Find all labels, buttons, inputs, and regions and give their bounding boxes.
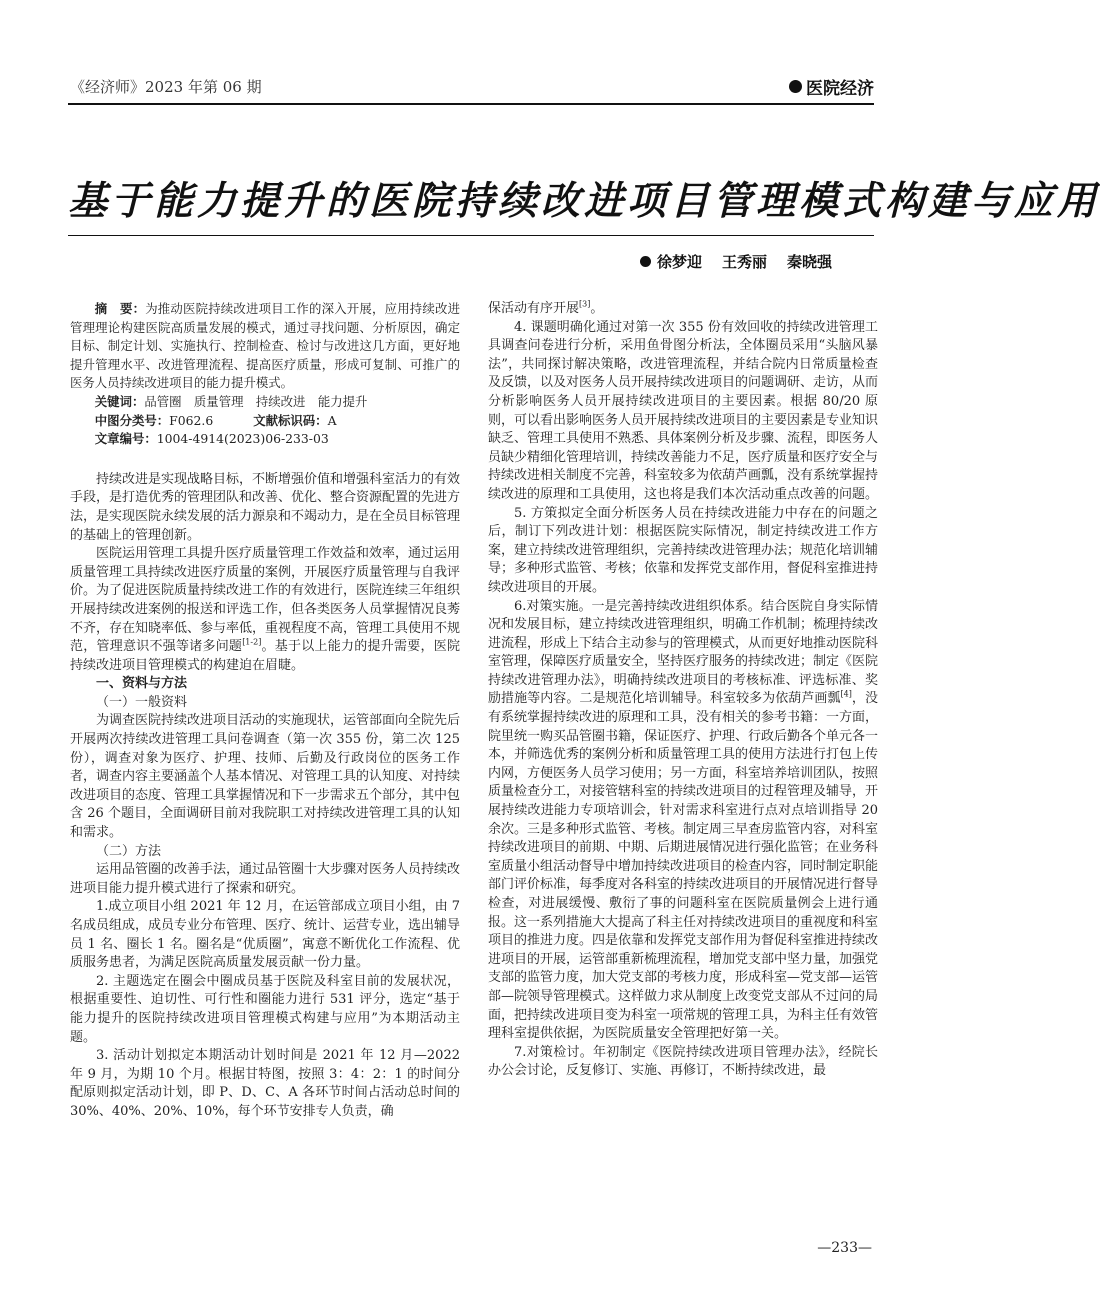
body-paragraph: 运用品管圈的改善手法，通过品管圈十大步骤对医务人员持续改进项目能力提升模式进行了探索和研究。 (70, 862, 461, 896)
subsection-heading: （一）一般资料 (96, 694, 188, 710)
body-paragraph: 5. 方策拟定全面分析医务人员在持续改进能力中存在的问题之后，制订下列改进计划：根据医院实际情况，制定持续改进工作方案，建立持续改进管理组织，完善持续改进管理办法；规范化培训辅导；多种形式监管、考核；依靠和发挥党支部作用，督促科室推进持续改进项目的开展。 (488, 505, 879, 595)
journal-issue: 《经济师》2023 年第 06 期 (70, 78, 262, 96)
body-paragraph: 7.对策检讨。年初制定《医院持续改进项目管理办法》，经院长办公会讨论，反复修订、实施、再修订，不断持续改进，最 (488, 1044, 878, 1079)
abstract-text: 为推动医院持续改进项目工作的深入开展，应用持续改进管理理论构建医院高质量发展的模式，通过寻找问题、分析原因，确定目标、制定计划、实施执行、控制检查、检讨与改进这几方面，更好地提升管理水平、改进管理流程、提高医疗质量，形成可复制、可推广的医务人员持续改进项目的能力提升模式。 (70, 301, 461, 391)
abstract-label: 摘 要： (94, 301, 146, 316)
clc-label: 中图分类号： (94, 412, 170, 428)
header-rule (68, 103, 874, 105)
body-paragraph: 为调查医院持续改进项目活动的实施现状，运管部面向全院先后开展两次持续改进管理工具问卷调查（第一次 355 份，第二次 125 份），调查对象为医疗、护理、技师、后勤及行政岗位的医务工作者，调查内容主要涵盖个人基本情况、对管理工具的认知度、对持续改进项目的态度、管理工具掌握情况和下一步需求五个部分，其中包含 26 个题目，全面调研目前对我院职工对持续改进管理工具的认知和需求。 (70, 713, 461, 841)
classification (70, 412, 460, 431)
author-name: 徐梦迎 (656, 253, 702, 271)
left-column (70, 300, 460, 1122)
paragraph-text: ，没有系统掌握持续改进的原理和工具，没有相关的参考书籍：一方面，院里统一购买品管圈书籍，保证医疗、护理、行政后勤各个单元各一本，并筛选优秀的案例分析和质量管理工具的使用方法进行打包上传内网，方便医务人员学习使用；另一方面，科室培养培训团队，按照质量检查分工，对接管辖科室的持续改进项目的过程管理及辅导，开展持续改进能力专项培训会，针对需求科室进行点对点培训指导 20 余次。三是多种形式监管、考核。制定周三早查房监管内容，对科室持续改进项目的前期、中期、后期进展情况进行强化监管；在业务科室质量小组活动督导中增加持续改进项目的检查内容，同时制定职能部门评价标准，每季度对各科室的持续改进项目的开展情况进行督导检查，对进展缓慢、敷衍了事的问题科室在医院质量例会上进行通报。这一系列措施大大提高了科主任对持续改进项目的重视度和科室项目的推进力度。四是依靠和发挥党支部作用为督促科室推进持续改进项目的开展，运管部重新梳理流程，增加党支部中坚力量，加强党支部的监管力度，加大党支部的考核力度，形成科室—党支部—运管部—院领导管理模式。这样做力求从制度上改变党支部从不过问的局面，把持续改进项目变为科室一项常规的管理工具，为科主任有效管理科室提供依据，为医院质量安全管理把好第一关。 (488, 691, 879, 1042)
abstract (70, 300, 460, 393)
author-name: 秦晓强 (786, 253, 832, 271)
right-column (488, 300, 878, 1081)
page-number: —233— (817, 1240, 872, 1256)
body-paragraph: 1.成立项目小组 2021 年 12 月，在运管部成立项目小组，由 7 名成员组成，成员专业分布管理、医疗、统计、运营专业，选出辅导员 1 名、圈长 1 名。圈名是“优质圈”，寓意不断优化工作流程、优质服务患者，为满足医院高质量发展贡献一份力量。 (70, 899, 461, 971)
clc-value: F062.6 (169, 412, 214, 428)
bullet-icon (640, 256, 651, 267)
body-paragraph: 2. 主题选定在圈会中圈成员基于医院及科室目前的发展状况，根据重要性、迫切性、可行性和圈能力进行 531 评分，选定“基于能力提升的医院持续改进项目管理模式构建与应用”为本期活动主题。 (70, 973, 460, 1045)
article-no-label: 文章编号： (94, 431, 157, 447)
article-no-value: 1004-4914(2023)06-233-03 (156, 431, 329, 447)
article-title: 基于能力提升的医院持续改进项目管理模式构建与应用 (68, 179, 1100, 224)
paragraph-text: 。 (590, 301, 604, 316)
article-number (70, 430, 460, 449)
keywords-label: 关键词： (94, 393, 145, 409)
body-paragraph (70, 545, 460, 675)
author-list (640, 251, 846, 272)
keywords-text: 品管圈 质量管理 持续改进 能力提升 (144, 393, 368, 409)
citation: [1-2] (242, 637, 262, 647)
section-heading: 一、资料与方法 (96, 676, 188, 692)
paragraph-text: 保活动有序开展 (488, 301, 580, 316)
body-paragraph: 4. 课题明确化通过对第一次 355 份有效回收的持续改进管理工具调查问卷进行分析，采用鱼骨图分析法，全体圈员采用“头脑风暴法”，共同探讨解决策略，改进管理流程，并结合院内日常质量检查及反馈，以及对医务人员开展持续改进项目的问题调研、走访，从而分析影响医务人员开展持续改进项目的主要因素。根据 80/20 原则，可以看出影响医务人员开展持续改进项目的主要因素是专业知识缺乏、管理工具使用不熟悉、具体案例分析及步骤、流程，即医务人员缺少精细化管理培训，持续改善能力不足，医疗质量和医疗安全与持续改进相关制度不完善，科室较多为依葫芦画瓢，没有系统掌握持续改进的原理和工具使用，这也将是我们本次活动重点改善的问题。 (488, 319, 879, 502)
paragraph-text: 。基于以上能力的提升需要，医院持续改进项目管理模式的构建迫在眉睫。 (70, 639, 460, 673)
doc-code-label: 文献标识码： (253, 412, 328, 428)
doc-code-value: A (327, 412, 337, 428)
section-name: 医院经济 (806, 79, 874, 99)
body-paragraph (488, 598, 878, 1044)
author-name: 王秀丽 (721, 253, 767, 271)
body-paragraph (488, 300, 878, 319)
subsection-heading: （二）方法 (96, 843, 162, 859)
paragraph-text: 医院运用管理工具提升医疗质量管理工作效益和效率，通过运用质量管理工具持续改进医疗质量的案例，开展医疗质量管理与自我评价。为了促进医院质量持续改进工作的有效进行，医院连续三年组织开展持续改进案例的报送和评选工作，但各类医务人员掌握情况良莠不齐，存在知晓率低、参与率低，重视程度不高，管理工具使用不规范，管理意识不强等诸多问题 (70, 546, 461, 655)
body-paragraph: 3. 活动计划拟定本期活动计划时间是 2021 年 12 月—2022 年 9 月，为期 10 个月。根据甘特图，按照 3：4：2：1 的时间分配原则拟定活动计划，即 P、D、C、A 各环节时间占活动总时间的 30%、40%、20%、10%，每个环节安排专人负责，确 (70, 1048, 460, 1119)
title-rule (68, 235, 874, 236)
bullet-icon (789, 80, 802, 93)
citation: [3] (579, 299, 591, 309)
keywords (70, 393, 460, 412)
body-paragraph: 持续改进是实现战略目标，不断增强价值和增强科室活力的有效手段，是打造优秀的管理团队和改善、优化、整合资源配置的先进方法，是实现医院永续发展的活力源泉和不竭动力，是在全员目标管理的基础上的管理创新。 (70, 471, 461, 543)
paragraph-text: 6.对策实施。一是完善持续改进组织体系。结合医院自身实际情况和发展目标，建立持续改进管理组织，明确工作机制；梳理持续改进流程，形成上下结合主动参与的管理模式，从而更好地推动医院科室管理，保障医疗质量安全，坚持医疗服务的持续改进；制定《医院持续改进管理办法》，明确持续改进项目的考核标准、评选标准、奖励措施等内容。二是规范化培训辅导。科室较多为依葫芦画瓢 (488, 598, 879, 707)
citation: [4] (840, 690, 852, 700)
section-label (789, 74, 874, 99)
